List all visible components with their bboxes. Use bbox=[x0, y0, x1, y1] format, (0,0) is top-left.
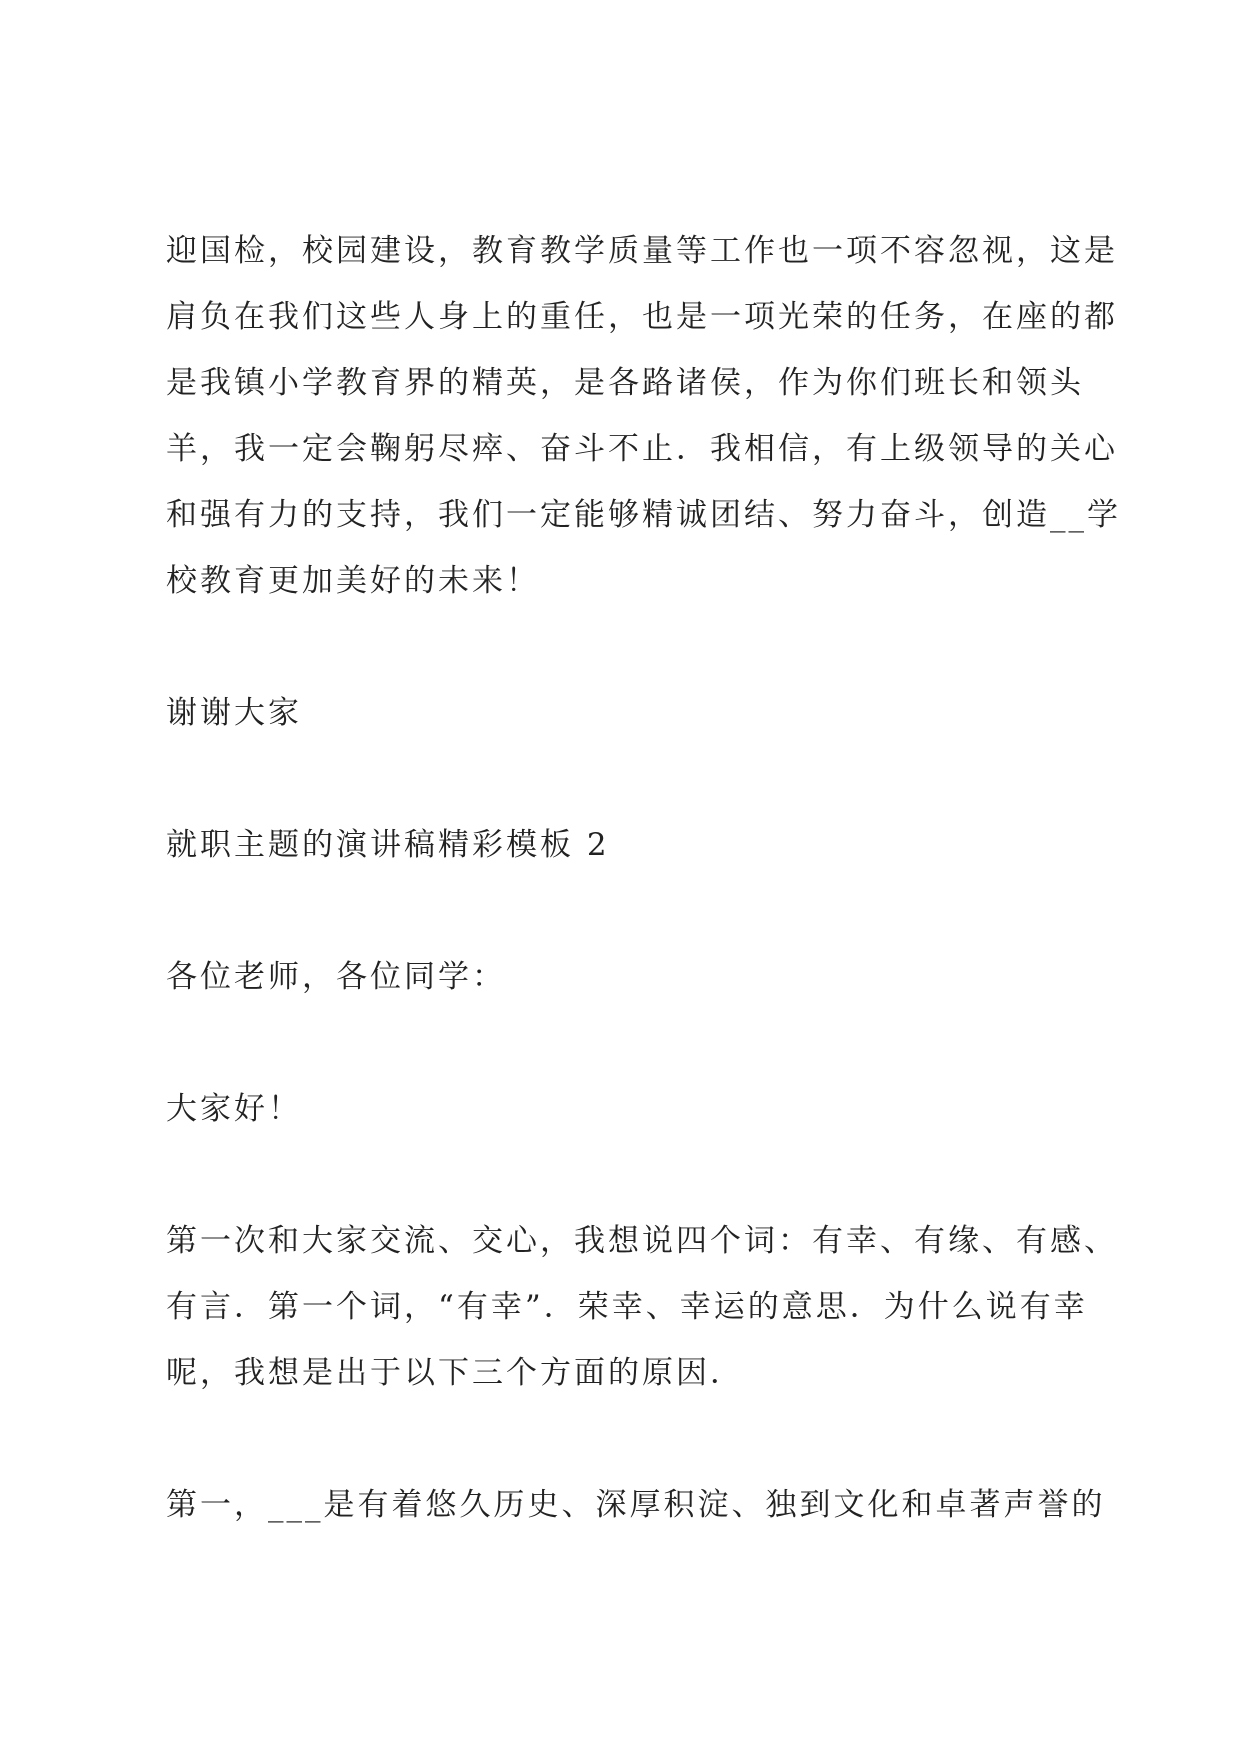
heading-line: 就职主题的演讲稿精彩模板 2 bbox=[166, 827, 610, 863]
text-line: 有言．第一个词，“有幸”．荣幸、幸运的意思．为什么说有幸 bbox=[166, 1289, 1088, 1325]
text-line: 羊，我一定会鞠躬尽瘁、奋斗不止．我相信，有上级领导的关心 bbox=[166, 431, 1118, 467]
paragraph-thanks bbox=[166, 680, 1096, 746]
text-line: 和强有力的支持，我们一定能够精诚团结、努力奋斗，创造__学 bbox=[166, 497, 1121, 533]
paragraph-closing-remarks bbox=[166, 218, 1121, 614]
text-line: 谢谢大家 bbox=[166, 695, 302, 731]
text-line: 肩负在我们这些人身上的重任，也是一项光荣的任务，在座的都 bbox=[166, 299, 1118, 335]
section-heading bbox=[166, 812, 1096, 878]
paragraph-gap bbox=[166, 878, 1096, 944]
paragraph-gap bbox=[166, 614, 1096, 680]
paragraph-first-reason bbox=[166, 1472, 1106, 1538]
paragraph-salutation bbox=[166, 944, 1096, 1010]
text-line: 第一次和大家交流、交心，我想说四个词：有幸、有缘、有感、 bbox=[166, 1223, 1118, 1259]
text-line: 校教育更加美好的未来！ bbox=[166, 563, 540, 599]
paragraph-gap bbox=[166, 746, 1096, 812]
paragraph-gap bbox=[166, 1142, 1096, 1208]
text-line: 是我镇小学教育界的精英，是各路诸侯，作为你们班长和领头 bbox=[166, 365, 1084, 401]
text-line: 迎国检，校园建设，教育教学质量等工作也一项不容忽视，这是 bbox=[166, 233, 1118, 269]
text-line: 大家好！ bbox=[166, 1091, 302, 1127]
paragraph-gap bbox=[166, 1010, 1096, 1076]
paragraph-four-words bbox=[166, 1208, 1118, 1406]
text-line: 呢，我想是出于以下三个方面的原因． bbox=[166, 1355, 744, 1391]
document-body bbox=[166, 218, 1121, 1538]
paragraph-greeting bbox=[166, 1076, 1096, 1142]
text-line: 各位老师，各位同学： bbox=[166, 959, 506, 995]
paragraph-gap bbox=[166, 1406, 1096, 1472]
text-line: 第一，___是有着悠久历史、深厚积淀、独到文化和卓著声誉的 bbox=[166, 1487, 1106, 1523]
